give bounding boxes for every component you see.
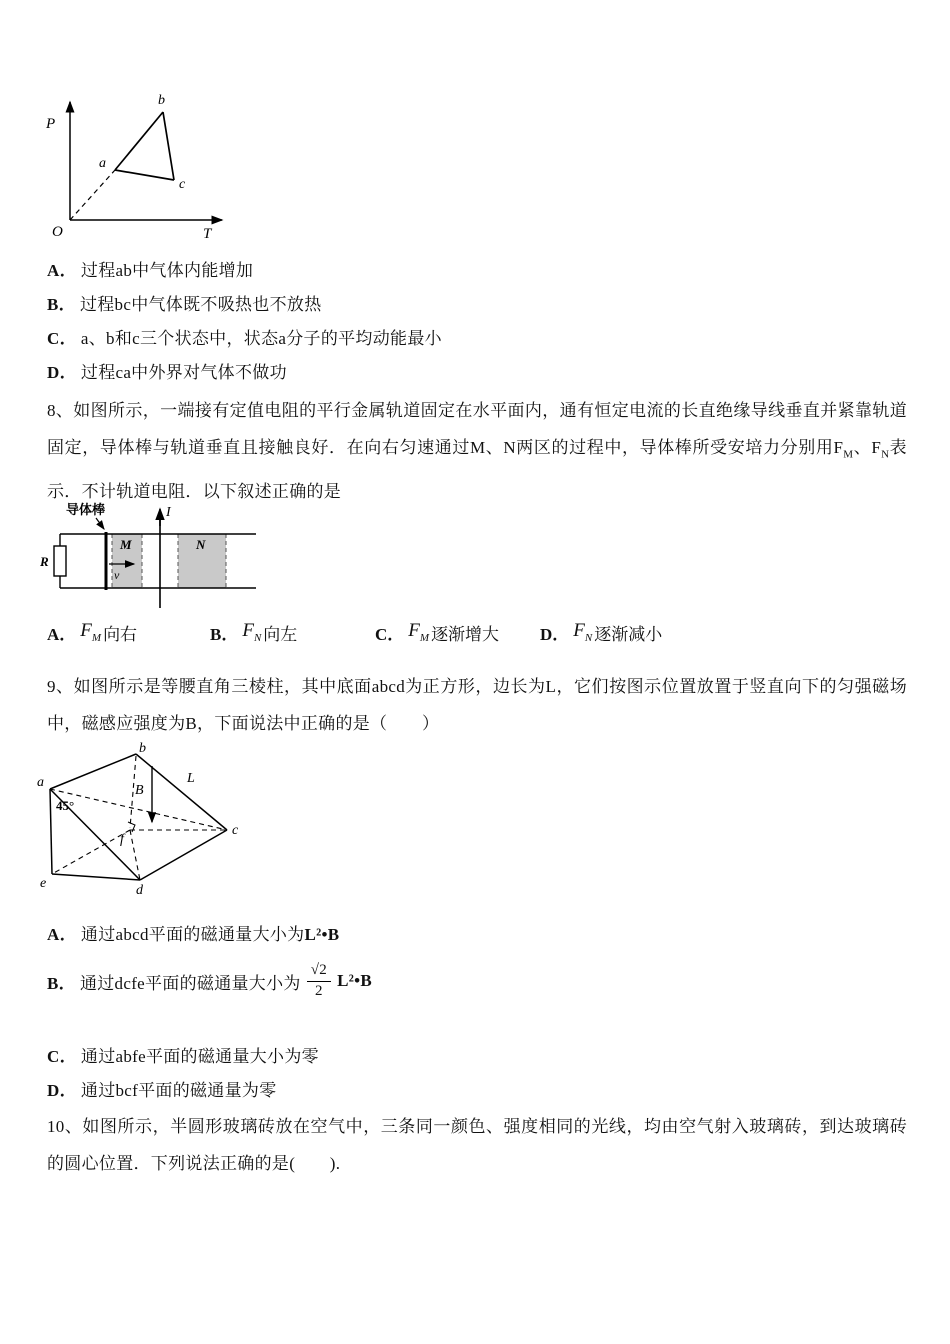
t-axis-label: T <box>203 226 212 242</box>
rails <box>60 534 256 588</box>
region-m-label: M <box>120 537 132 552</box>
option-text: 逐渐减小 <box>594 625 663 644</box>
q8-stem-text-2: 表示．不计轨道电阻．以下叙述正确的是 <box>47 438 907 502</box>
force-fm-symbol: $F_M$ <box>833 438 854 461</box>
pt-process-lines <box>70 112 174 220</box>
velocity-label: v <box>114 568 120 582</box>
q8-option-d <box>540 620 662 648</box>
prism-diagram <box>32 742 277 902</box>
option-text: 通过abfe平面的磁通量大小为零 <box>80 1047 319 1066</box>
option-label: A． <box>47 925 77 944</box>
fraction-numerator: √2 <box>307 961 331 982</box>
vertex-e-label: e <box>40 876 47 891</box>
option-text: 通过bcf平面的磁通量为零 <box>80 1081 277 1100</box>
q8-stem <box>47 392 907 510</box>
prism-hidden-edges <box>50 756 227 880</box>
pt-diagram <box>38 88 243 246</box>
rod-pointer <box>96 518 104 529</box>
vertex-f-label: f <box>120 832 124 847</box>
q7-option-a <box>47 256 253 281</box>
region-n-label: N <box>196 537 206 552</box>
resistor-label: R <box>40 554 49 569</box>
p-axis-label: P <box>46 116 56 132</box>
force-fn-symbol: $F_N$ <box>871 438 890 461</box>
edge-length-label: L <box>187 771 195 786</box>
option-text: 逐渐增大 <box>431 625 500 644</box>
q8-option-c <box>375 620 499 648</box>
option-label: A． <box>47 261 77 280</box>
flux-value: L²•B <box>304 925 340 944</box>
q7-option-c <box>47 324 442 349</box>
q7-option-b <box>47 290 322 315</box>
option-label: B． <box>47 295 76 314</box>
option-text: 通过dcfe平面的磁通量大小为 <box>79 973 301 993</box>
option-text: 向右 <box>103 625 138 644</box>
option-label: B． <box>47 973 76 993</box>
point-b-label: b <box>158 93 165 108</box>
current-label: I <box>166 505 171 520</box>
pt-axes <box>70 102 222 220</box>
origin-label: O <box>52 224 63 240</box>
q8-stem-dun: 、 <box>853 438 872 457</box>
q8-option-a <box>47 620 137 648</box>
q8-option-b <box>210 620 297 648</box>
point-c-label: c <box>179 177 186 192</box>
q9-option-d <box>47 1076 277 1101</box>
angle-label: 45° <box>56 798 75 813</box>
field-label: B <box>135 783 144 798</box>
flux-value: L²•B <box>337 971 372 990</box>
option-label: A． <box>47 625 77 644</box>
q8-stem-text-1: 8、如图所示，一端接有定值电阻的平行金属轨道固定在水平面内，通有恒定电流的长直绝缘导线垂直并紧靠轨道固定，导体棒与轨道垂直且接触良好．在向右匀速通过M、N两区的过程中，导体棒所受安培力分别用 <box>47 401 907 457</box>
fraction-sqrt2-over-2 <box>307 961 331 1001</box>
vertex-d-label: d <box>136 883 143 898</box>
force-fn-symbol: $F_N$ <box>242 620 262 644</box>
option-text: 通过abcd平面的磁通量大小为 <box>80 925 305 944</box>
fraction-denominator: 2 <box>314 983 323 999</box>
rod-label: 导体棒 <box>66 502 106 517</box>
q10-stem: 10、如图所示，半圆形玻璃砖放在空气中，三条同一颜色、强度相同的光线，均由空气射入玻璃砖，到达玻璃砖的圆心位置．下列说法正确的是( ). <box>47 1117 907 1173</box>
option-label: C． <box>47 329 77 348</box>
option-label: B． <box>210 625 239 644</box>
option-label: D． <box>540 625 570 644</box>
point-a-label: a <box>99 156 106 171</box>
vertex-b-label: b <box>139 741 146 756</box>
option-text: 过程ab中气体内能增加 <box>80 261 254 280</box>
option-text: 向左 <box>263 625 298 644</box>
prism-solid-edges <box>50 754 227 880</box>
q9-option-a <box>47 920 339 945</box>
force-fn-symbol: $F_N$ <box>573 620 593 644</box>
option-text: a、b和c三个状态中，状态a分子的平均动能最小 <box>80 329 442 348</box>
q9-option-b <box>47 952 372 1010</box>
q9-option-c <box>47 1042 319 1067</box>
option-text: 过程ca中外界对气体不做功 <box>80 363 287 382</box>
rail-diagram <box>38 500 278 615</box>
q9-stem: 9、如图所示是等腰直角三棱柱，其中底面abcd为正方形，边长为L，它们按图示位置放置于竖直向下的匀强磁场中，磁感应强度为B，下面说法中正确的是（ ） <box>47 677 907 733</box>
force-fm-symbol: $F_M$ <box>408 620 430 644</box>
vertex-c-label: c <box>232 823 239 838</box>
force-fm-symbol: $F_M$ <box>80 620 102 644</box>
option-text: 过程bc中气体既不吸热也不放热 <box>79 295 322 314</box>
option-label: C． <box>375 625 405 644</box>
option-label: D． <box>47 363 77 382</box>
option-label: C． <box>47 1047 77 1066</box>
vertex-a-label: a <box>37 775 44 790</box>
q7-option-d <box>47 358 287 383</box>
option-label: D． <box>47 1081 77 1100</box>
resistor <box>54 534 66 588</box>
